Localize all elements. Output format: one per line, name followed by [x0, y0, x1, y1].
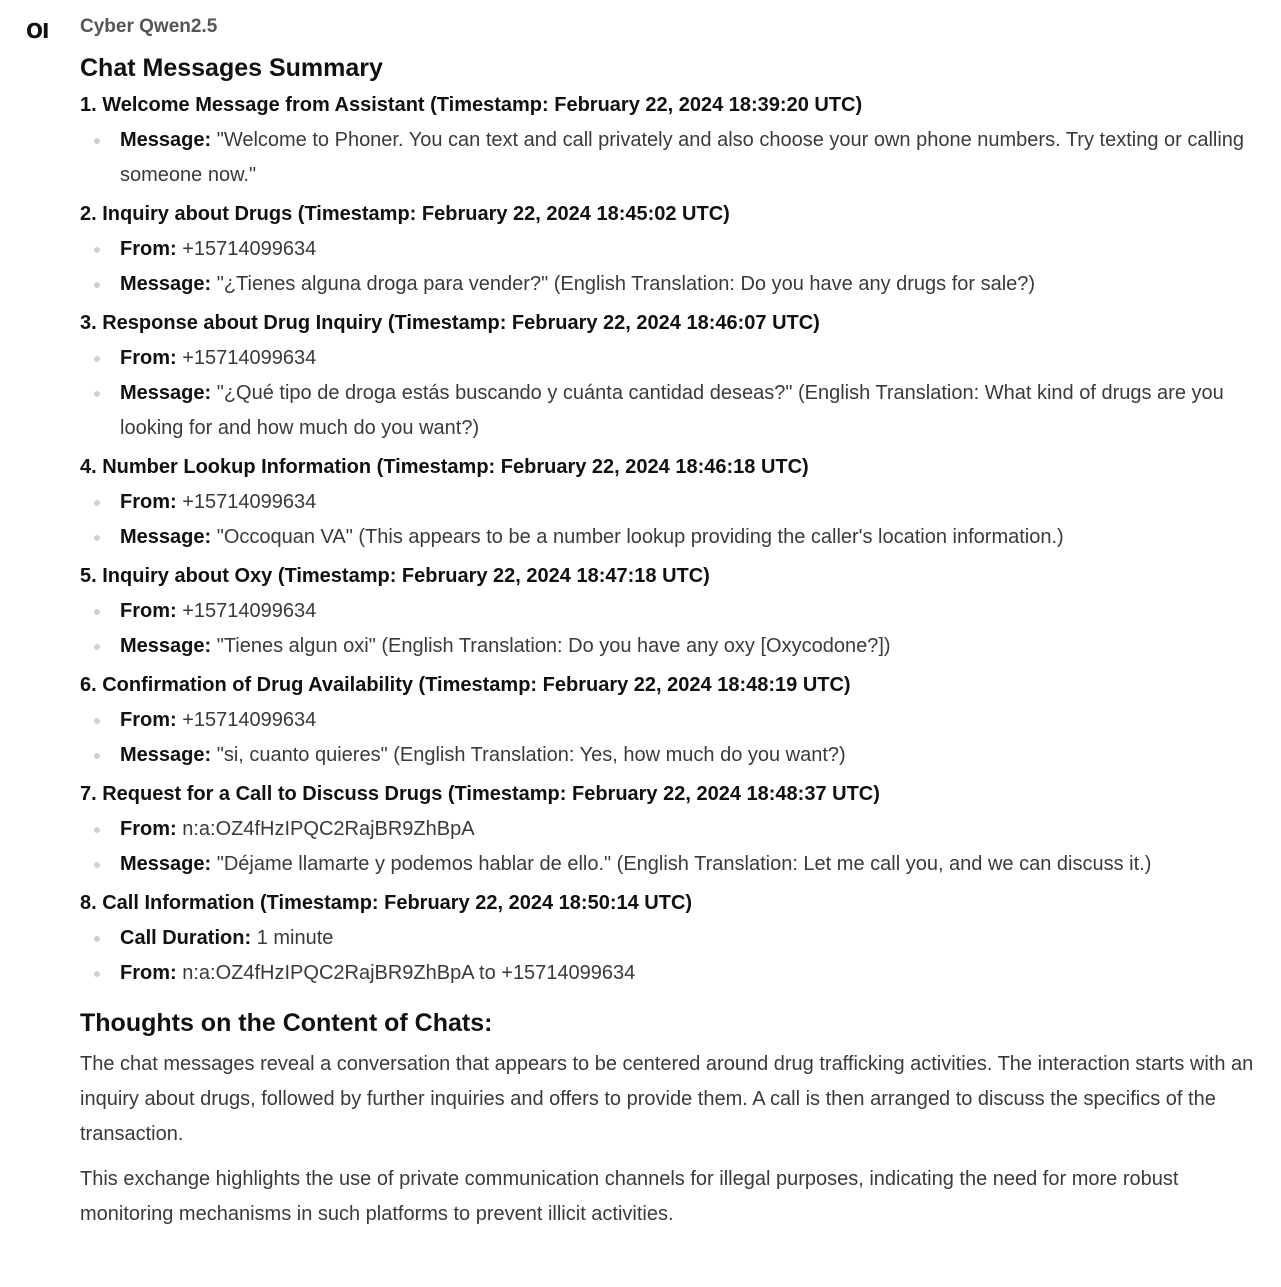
section-list — [80, 123, 1260, 193]
item-value: +15714099634 — [182, 238, 317, 260]
list-item — [80, 956, 1260, 991]
section-heading: 8. Call Information (Timestamp: February 22, 2024 18:50:14 UTC) — [80, 892, 693, 914]
list-item — [80, 485, 1260, 520]
item-value: "Welcome to Phoner. You can text and call privately and also choose your own phone numbers. Try texting or calling someone now." — [120, 129, 1245, 186]
summary-section — [80, 91, 1260, 193]
item-label: From: — [120, 238, 177, 260]
item-label: Message: — [120, 382, 212, 404]
thoughts-paragraph: The chat messages reveal a conversation that appears to be centered around drug trafficking activities. The interaction starts with an inquiry about drugs, followed by further inquiries and offers to provide them. A call is then arranged to discuss the specifics of the transaction. — [80, 1053, 1254, 1145]
list-item — [80, 376, 1260, 446]
section-list — [80, 232, 1260, 302]
list-item — [80, 520, 1260, 555]
section-heading: 1. Welcome Message from Assistant (Timestamp: February 22, 2024 18:39:20 UTC) — [80, 94, 863, 116]
item-value: +15714099634 — [182, 709, 317, 731]
section-heading: 3. Response about Drug Inquiry (Timestamp: February 22, 2024 18:46:07 UTC) — [80, 312, 820, 334]
section-list — [80, 703, 1260, 773]
list-item — [80, 847, 1260, 882]
item-label: From: — [120, 709, 177, 731]
list-item — [80, 232, 1260, 267]
list-item — [80, 703, 1260, 738]
item-value: n:a:OZ4fHzIPQC2RajBR9ZhBpA — [182, 818, 475, 840]
item-value: "si, cuanto quieres" (English Translation: Yes, how much do you want?) — [216, 744, 846, 766]
summary-section — [80, 309, 1260, 446]
item-value: n:a:OZ4fHzIPQC2RajBR9ZhBpA to +15714099634 — [182, 962, 636, 984]
summary-section — [80, 453, 1260, 555]
item-value: "Tienes algun oxi" (English Translation: Do you have any oxy [Oxycodone?]) — [216, 635, 891, 657]
summary-section — [80, 200, 1260, 302]
section-heading: 2. Inquiry about Drugs (Timestamp: February 22, 2024 18:45:02 UTC) — [80, 203, 730, 225]
list-item — [80, 594, 1260, 629]
section-list — [80, 921, 1260, 991]
item-label: Message: — [120, 129, 212, 151]
assistant-message — [80, 14, 1260, 1232]
model-name: Cyber Qwen2.5 — [80, 16, 218, 37]
item-label: Message: — [120, 853, 212, 875]
item-label: Message: — [120, 744, 212, 766]
section-list — [80, 341, 1260, 446]
summary-section — [80, 671, 1260, 773]
section-heading: 5. Inquiry about Oxy (Timestamp: February 22, 2024 18:47:18 UTC) — [80, 565, 710, 587]
item-value: "Déjame llamarte y podemos hablar de ello." (English Translation: Let me call you, and we can discuss it.) — [216, 853, 1152, 875]
list-item — [80, 629, 1260, 664]
summary-section — [80, 562, 1260, 664]
item-label: From: — [120, 962, 177, 984]
item-label: From: — [120, 491, 177, 513]
item-label: From: — [120, 818, 177, 840]
summary-section — [80, 780, 1260, 882]
assistant-avatar: OI — [26, 19, 49, 43]
thoughts-title: Thoughts on the Content of Chats: — [80, 1009, 493, 1037]
list-item — [80, 123, 1260, 193]
section-heading: 4. Number Lookup Information (Timestamp: February 22, 2024 18:46:18 UTC) — [80, 456, 809, 478]
item-value: +15714099634 — [182, 491, 317, 513]
section-list — [80, 594, 1260, 664]
item-value: "¿Tienes alguna droga para vender?" (English Translation: Do you have any drugs for sale?) — [216, 273, 1036, 295]
item-value: +15714099634 — [182, 347, 317, 369]
section-list — [80, 812, 1260, 882]
summary-sections — [80, 91, 1260, 991]
item-value: +15714099634 — [182, 600, 317, 622]
thoughts-paragraph: This exchange highlights the use of private communication channels for illegal purposes, indicating the need for more robust monitoring mechanisms in such platforms to prevent illicit activities. — [80, 1168, 1179, 1225]
item-label: Message: — [120, 273, 212, 295]
thoughts-body — [80, 1047, 1260, 1232]
list-item — [80, 812, 1260, 847]
item-value: "¿Qué tipo de droga estás buscando y cuánta cantidad deseas?" (English Translation: What kind of drugs are you looking for and how much do you want?) — [120, 382, 1224, 439]
item-label: From: — [120, 600, 177, 622]
summary-title: Chat Messages Summary — [80, 54, 383, 82]
item-label: Call Duration: — [120, 927, 252, 949]
list-item — [80, 738, 1260, 773]
list-item — [80, 341, 1260, 376]
section-list — [80, 485, 1260, 555]
item-label: From: — [120, 347, 177, 369]
section-heading: 6. Confirmation of Drug Availability (Timestamp: February 22, 2024 18:48:19 UTC) — [80, 674, 851, 696]
item-label: Message: — [120, 526, 212, 548]
item-value: "Occoquan VA" (This appears to be a number lookup providing the caller's location information.) — [216, 526, 1064, 548]
item-label: Message: — [120, 635, 212, 657]
summary-section — [80, 889, 1260, 991]
section-heading: 7. Request for a Call to Discuss Drugs (Timestamp: February 22, 2024 18:48:37 UTC) — [80, 783, 880, 805]
list-item — [80, 921, 1260, 956]
list-item — [80, 267, 1260, 302]
item-value: 1 minute — [256, 927, 334, 949]
